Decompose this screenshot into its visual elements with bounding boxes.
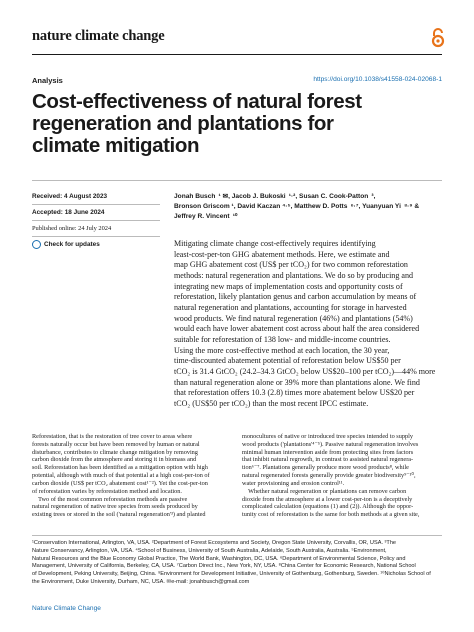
- body-line: of reforestation varies by reforestation method and location.: [32, 487, 182, 495]
- abstract-line: tCO₂ is 31.4 GtCO₂ (24.2–34.3 GtCO₂ below US$20–100 per tCO₂)—44% more: [174, 366, 436, 376]
- open-access-icon: [430, 28, 446, 48]
- divider: [32, 236, 160, 237]
- affiliations-rule: [32, 535, 442, 536]
- body-line: potential, although with much of that potential at a high cost-per-ton of: [32, 472, 210, 480]
- published-date: [32, 225, 111, 232]
- affiliation-line: Nature Conservancy, Arlington, VA, USA. ⁴School of Business, University of South Australia, Adelaide, South Australia, Australia. ⁵Environment,: [32, 547, 387, 554]
- accepted-value: 18 June 2024: [64, 209, 105, 216]
- author-line[interactable]: Jonah Busch ¹ ✉, Jacob J. Bukoski ¹·², Susan C. Cook-Patton ³,: [174, 193, 376, 200]
- abstract-line: methods: natural regeneration and plantations. We do so by producing and: [174, 270, 413, 280]
- body-line: existing trees or stored in the soil ('natural regeneration'³) and planted: [32, 511, 206, 519]
- doi-link[interactable]: https://doi.org/10.1038/s41558-024-02068-1: [313, 76, 442, 83]
- body-line: Two of the most common reforestation methods are passive: [32, 495, 188, 503]
- affiliation-line: Natural Resources and the Blue Economy Global Practice, The World Bank, Washington, DC, USA. ⁶Department of Environmental Science, Policy and: [32, 555, 406, 562]
- title-rule: [32, 180, 442, 181]
- affiliation-line[interactable]: the Environment, Duke University, Durham, NC, USA. ✉e-mail: jonahbusch@gmail.com: [32, 578, 250, 585]
- received-label: Received:: [32, 193, 63, 200]
- abstract-line: integrating new maps of implementation costs and opportunity costs of: [174, 281, 403, 291]
- update-icon: [32, 240, 41, 249]
- affiliation-line: Management, University of California, Berkeley, CA, USA. ⁷Carbon Direct Inc., New York, NY, USA. ⁸China Center for Economic Research, National School: [32, 563, 416, 570]
- affiliation-line: of Development, Peking University, Beijing, China. ⁹Environment for Development Initiative, University of Gothenburg, Gothenburg, Sweden. ¹⁰Nicholas School of: [32, 571, 431, 578]
- abstract-line: least-cost-per-ton GHG abatement methods. Here, we estimate and: [174, 249, 390, 259]
- received-value: 4 August 2023: [63, 193, 108, 200]
- body-column-left: [32, 433, 232, 519]
- article-title: [32, 91, 442, 157]
- abstract-line: that reforestation offers 10.3 (2.8) times more abatement below US$20 per: [174, 388, 415, 398]
- body-line: dioxide from the atmosphere at a lower cost-per-ton is a deceptively: [242, 495, 413, 503]
- divider: [32, 220, 160, 221]
- body-line: soil. Reforestation has been identified as a mitigation option with high: [32, 464, 208, 472]
- abstract-line: tCO₂ (US$50 per tCO₂) than the most recent IPCC estimate.: [174, 398, 369, 408]
- body-line: water provisioning and erosion control¹¹.: [242, 479, 345, 487]
- author-list: [174, 192, 442, 222]
- published-value: 24 July 2024: [78, 225, 112, 232]
- body-line: natural regenerated forests generally provide greater biodiversity⁹⁻¹⁰,: [242, 472, 416, 480]
- footer-journal[interactable]: Nature Climate Change: [32, 605, 101, 612]
- accepted-date: [32, 209, 104, 216]
- body-line: natural regeneration of native tree species from seeds produced by: [32, 503, 198, 511]
- affiliation-line: ¹Conservation International, Arlington, VA, USA. ²Department of Forest Ecosystems and Society, Oregon State University, Corvallis, OR, USA. ³The: [32, 540, 397, 546]
- body-line: carbon dioxide (US$ per tCO₂ abatement cost¹⁻²). Yet the cost-per-ton: [32, 479, 208, 487]
- body-line: tion⁶⁻⁷. Plantations generally produce more wood products⁸, while: [242, 464, 409, 472]
- body-column-right: [242, 433, 442, 519]
- header-rule: [32, 54, 442, 55]
- published-label: Published online:: [32, 225, 77, 232]
- body-line: complicated calculation (equations (1) and (2)). Although the oppor-: [242, 503, 414, 511]
- body-line: monocultures of native or introduced tree species intended to supply: [242, 433, 413, 440]
- divider: [32, 204, 160, 205]
- abstract-line: Using the more cost-effective method at each location, the 30 year,: [174, 345, 390, 355]
- body-line: carbon dioxide from the atmosphere and storing it in biomass and: [32, 456, 197, 464]
- check-for-updates[interactable]: [32, 240, 100, 249]
- abstract-line: map GHG abatement cost (US$ per tCO₂) for two common reforestation: [174, 260, 408, 270]
- body-line: minimal human intervention aside from protecting sites from factors: [242, 448, 414, 456]
- abstract-line: suitable for reforestation of 138 low- and middle-income countries.: [174, 334, 391, 344]
- abstract-line: reforestation, likely plantation genus and carbon accumulation by means of: [174, 292, 417, 302]
- body-line: that inhibit natural regrowth, in contrast to assisted natural regenera-: [242, 456, 414, 464]
- received-date: [32, 193, 107, 200]
- abstract-line: Mitigating climate change cost-effectively requires identifying: [174, 239, 376, 248]
- title-line: regeneration and plantations for: [32, 112, 334, 135]
- body-line: disturbance, contributes to climate change mitigation by removing: [32, 448, 198, 456]
- abstract-line: time-discounted abatement potential of reforestation below US$50 per: [174, 356, 401, 366]
- abstract-line: wood products. We find natural regeneration (46%) and plantations (54%): [174, 313, 413, 323]
- title-line: Cost-effectiveness of natural forest: [32, 90, 362, 113]
- author-line[interactable]: Bronson Griscom ¹, David Kaczan ⁴·⁵, Matthew D. Potts ⁶·⁷, Yuanyuan Yi ⁸·⁹ &: [174, 202, 420, 210]
- check-updates-label: Check for updates: [44, 241, 100, 248]
- body-line: wood products ('plantations'⁴⁻⁵). Passive natural regeneration involves: [242, 440, 419, 448]
- journal-name[interactable]: nature climate change: [32, 28, 165, 44]
- author-line[interactable]: Jeffrey R. Vincent ¹⁰: [174, 212, 238, 220]
- abstract-line: would each have lower abatement cost across about half the area considered: [174, 324, 420, 334]
- body-line: tunity cost of reforestation is the same for both methods at a given site,: [242, 511, 420, 519]
- abstract-line: than natural regeneration alone or 39% more than plantations alone. We find: [174, 377, 420, 387]
- affiliations: [32, 540, 444, 587]
- body-line: forests naturally occur but have been removed by human or natural: [32, 440, 200, 448]
- body-line: Reforestation, that is the restoration of tree cover to areas where: [32, 433, 193, 440]
- abstract-line: natural regeneration and plantations, accounting for storage in harvested: [174, 302, 407, 312]
- title-line: climate mitigation: [32, 134, 200, 157]
- article-type: Analysis: [32, 76, 63, 85]
- body-line: Whether natural regeneration or plantations can remove carbon: [242, 487, 407, 495]
- abstract: [174, 239, 446, 410]
- accepted-label: Accepted:: [32, 209, 63, 216]
